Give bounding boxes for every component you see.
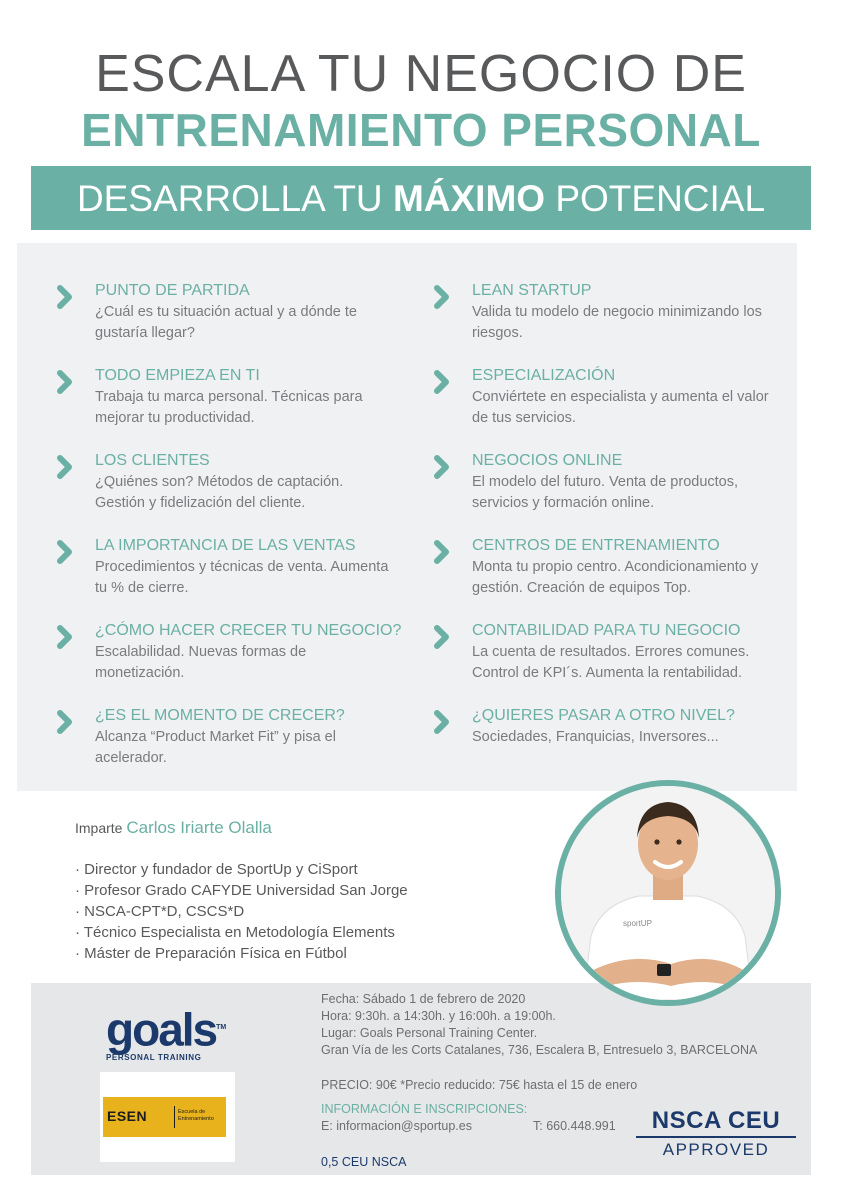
topics-panel [17, 243, 797, 791]
topic-title: NEGOCIOS ONLINE [472, 452, 623, 469]
topic-title: LA IMPORTANCIA DE LAS VENTAS [95, 537, 356, 554]
nsca-ceu-badge [636, 1108, 796, 1159]
bio-item: · Técnico Especialista en Metodología Elements [75, 924, 395, 941]
goals-logo [106, 1003, 227, 1063]
event-price: PRECIO: 90€ *Precio reducido: 75€ hasta el 15 de enero [321, 1078, 638, 1092]
topic-description: Valida tu modelo de negocio minimizando los riesgos. [472, 304, 762, 341]
topic-title: ¿QUIERES PASAR A OTRO NIVEL? [472, 707, 735, 724]
title-line-1: ESCALA TU NEGOCIO DE [95, 45, 747, 103]
event-details [321, 991, 757, 1059]
topic-description: Procedimientos y técnicas de venta. Aumenta tu % de cierre. [95, 559, 389, 596]
topic-description: ¿Quiénes son? Métodos de captación. Gestión y fidelización del cliente. [95, 474, 344, 511]
esen-logo-word: ESEN [107, 1108, 148, 1124]
topic-description: El modelo del futuro. Venta de productos, servicios y formación online. [472, 474, 739, 511]
esen-logo-sub: Escuela de Entrenamiento [178, 1109, 214, 1122]
instructor-prefix: Imparte [75, 820, 127, 836]
chevron-right-icon [434, 625, 452, 649]
chevron-right-icon [57, 540, 75, 564]
contact-phone[interactable]: T: 660.448.991 [533, 1119, 616, 1133]
banner-text-post: POTENCIAL [545, 178, 766, 219]
chevron-right-icon [434, 710, 452, 734]
topic-description: Trabaja tu marca personal. Técnicas para mejorar tu productividad. [95, 389, 363, 426]
goals-logo-sub: PERSONAL TRAINING [106, 1053, 202, 1063]
topic-title: ESPECIALIZACIÓN [472, 367, 616, 384]
chevron-right-icon [434, 455, 452, 479]
instructor-name: Carlos Iriarte Olalla [126, 818, 272, 837]
chevron-right-icon [57, 370, 75, 394]
topic-description: Sociedades, Franquicias, Inversores... [472, 729, 719, 745]
topic-title: CONTABILIDAD PARA TU NEGOCIO [472, 622, 741, 639]
topic-title: LEAN STARTUP [472, 282, 592, 299]
topic-description: Escalabilidad. Nuevas formas de monetización. [95, 644, 307, 681]
topic-description: ¿Cuál es tu situación actual y a dónde te gustaría llegar? [95, 304, 357, 341]
chevron-right-icon [57, 625, 75, 649]
goals-logo-word: goals [106, 1003, 217, 1056]
chevron-right-icon [57, 710, 75, 734]
instructor-photo [555, 780, 781, 1006]
chevron-right-icon [57, 285, 75, 309]
title-line-2: ENTRENAMIENTO PERSONAL [81, 104, 761, 156]
topic-description: Alcanza “Product Market Fit” y pisa el acelerador. [95, 729, 336, 766]
chevron-right-icon [434, 370, 452, 394]
topic-description: Conviértete en especialista y aumenta el valor de tus servicios. [472, 389, 769, 426]
event-address: Gran Vía de les Corts Catalanes, 736, Escalera B, Entresuelo 3, BARCELONA [321, 1043, 758, 1057]
ceu-credits: 0,5 CEU NSCA [321, 1155, 407, 1169]
topic-title: ¿ES EL MOMENTO DE CRECER? [95, 707, 345, 724]
chevron-right-icon [434, 540, 452, 564]
topic-description: La cuenta de resultados. Errores comunes. Control de KPI´s. Aumenta la rentabilidad. [472, 644, 750, 681]
banner-text-bold: MÁXIMO [392, 178, 546, 219]
bio-item: · NSCA-CPT*D, CSCS*D [75, 903, 245, 920]
nsca-ceu-title: NSCA CEU [651, 1107, 781, 1134]
contact-email[interactable]: E: informacion@sportup.es [321, 1119, 472, 1133]
event-date: Fecha: Sábado 1 de febrero de 2020 [321, 992, 526, 1006]
bio-item: · Máster de Preparación Física en Fútbol [75, 945, 347, 962]
topic-title: ¿CÓMO HACER CRECER TU NEGOCIO? [95, 622, 402, 639]
nsca-ceu-approved: APPROVED [662, 1140, 770, 1159]
topic-description: Monta tu propio centro. Acondicionamiento y gestión. Creación de equipos Top. [472, 559, 759, 596]
goals-logo-tm: TM [216, 1024, 227, 1031]
shirt-logo: sportUP [623, 919, 652, 928]
registration-heading: INFORMACIÓN E INSCRIPCIONES: [321, 1102, 528, 1116]
instructor-line [75, 818, 272, 838]
instructor-portrait-image [561, 786, 775, 1000]
bio-item: · Profesor Grado CAFYDE Universidad San Jorge [75, 882, 408, 899]
banner-text-pre: DESARROLLA TU [76, 178, 393, 219]
chevron-right-icon [434, 285, 452, 309]
topic-title: LOS CLIENTES [95, 452, 210, 469]
topic-title: PUNTO DE PARTIDA [95, 282, 250, 299]
banner [31, 166, 811, 230]
bio-item: · Director y fundador de SportUp y CiSport [75, 861, 358, 878]
chevron-right-icon [57, 455, 75, 479]
esen-logo [100, 1072, 235, 1162]
instructor-bio [75, 859, 408, 964]
topic-title: TODO EMPIEZA EN TI [95, 367, 260, 384]
event-place: Lugar: Goals Personal Training Center. [321, 1026, 538, 1040]
topic-title: CENTROS DE ENTRENAMIENTO [472, 537, 720, 554]
event-time: Hora: 9:30h. a 14:30h. y 16:00h. a 19:00h. [321, 1009, 556, 1023]
